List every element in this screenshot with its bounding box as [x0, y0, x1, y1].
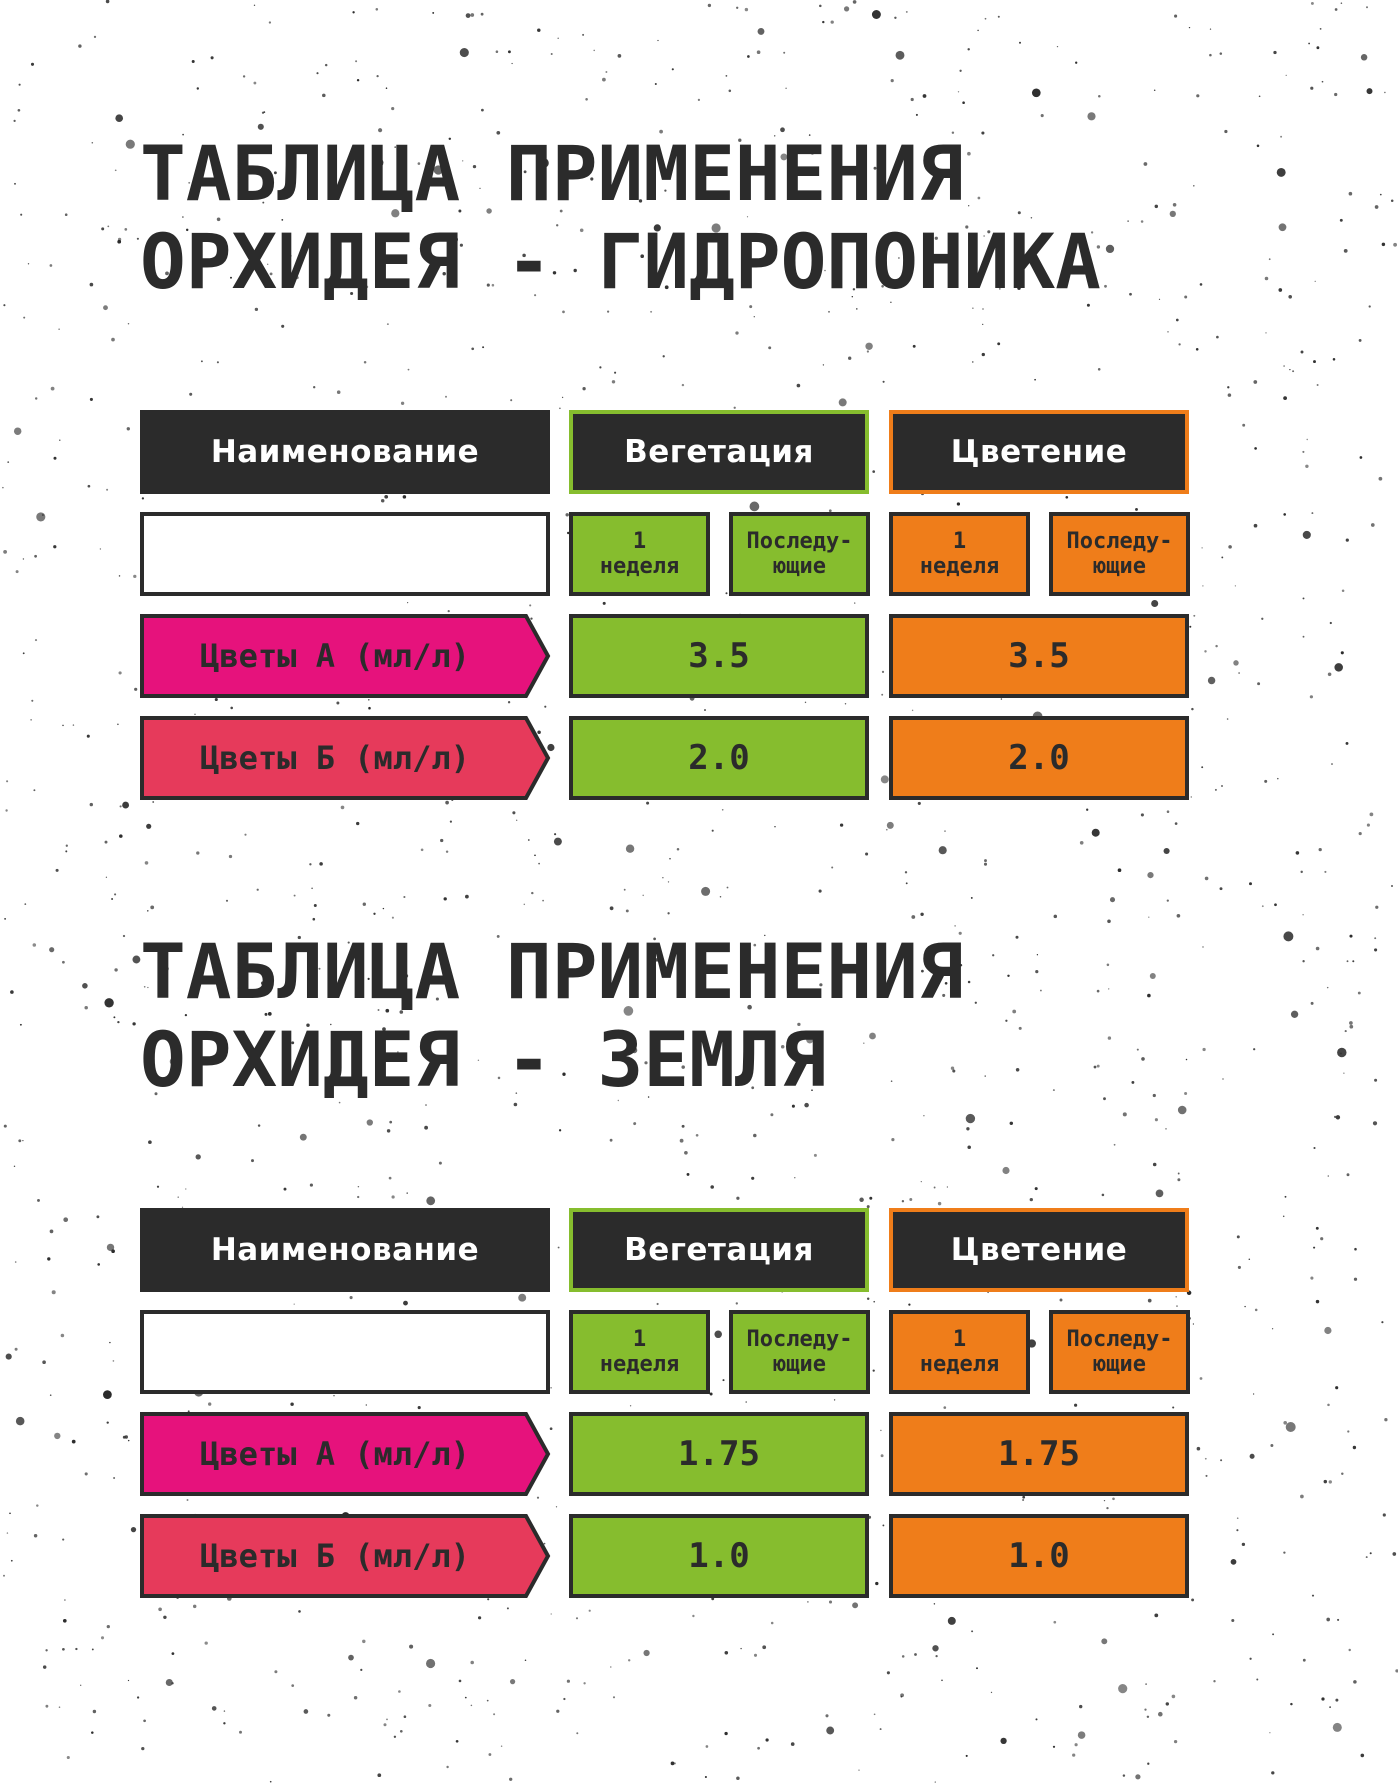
subheader-flow-following	[1049, 1310, 1190, 1394]
value-flow-flowers-b: 2.0	[889, 716, 1189, 800]
value-veg-flowers-b: 1.0	[569, 1514, 869, 1598]
application-table-soil	[140, 927, 1240, 1576]
row-label-flowers-a: Цветы А (мл/л)	[200, 1435, 470, 1473]
subheader-text: Последу- ющие	[1066, 1327, 1173, 1377]
subheader-flow-week1	[889, 512, 1030, 596]
subheader-text: 1 неделя	[919, 1327, 1000, 1377]
section-title	[140, 928, 1240, 1104]
row-label-flowers-b: Цветы Б (мл/л)	[200, 739, 470, 777]
header-name: Наименование	[140, 1208, 550, 1292]
subheader-flow-week1	[889, 1310, 1030, 1394]
value-flow-flowers-a: 3.5	[889, 614, 1189, 698]
subheader-veg-following	[729, 512, 870, 596]
header-flowering: Цветение	[889, 410, 1189, 494]
blank-cell	[140, 1310, 550, 1394]
header-vegetation: Вегетация	[569, 410, 869, 494]
subheader-text: Последу- ющие	[746, 529, 853, 579]
value-veg-flowers-a: 1.75	[569, 1412, 869, 1496]
subheader-text: Последу- ющие	[1066, 529, 1173, 579]
subheader-text: 1 неделя	[919, 529, 1000, 579]
subheader-text: 1 неделя	[599, 529, 680, 579]
section-title	[140, 130, 1240, 306]
subheader-text: Последу- ющие	[746, 1327, 853, 1377]
application-table-hydroponics	[140, 129, 1240, 778]
value-veg-flowers-b: 2.0	[569, 716, 869, 800]
title-line-2: ОРХИДЕЯ - ЗЕМЛЯ	[140, 1015, 827, 1104]
value-veg-flowers-a: 3.5	[569, 614, 869, 698]
subheader-text: 1 неделя	[599, 1327, 680, 1377]
value-flow-flowers-b: 1.0	[889, 1514, 1189, 1598]
header-flowering: Цветение	[889, 1208, 1189, 1292]
subheader-flow-following	[1049, 512, 1190, 596]
subheader-veg-following	[729, 1310, 870, 1394]
title-line-2: ОРХИДЕЯ - ГИДРОПОНИКА	[140, 217, 1101, 306]
row-label-flowers-b: Цветы Б (мл/л)	[200, 1537, 470, 1575]
title-line-1: ТАБЛИЦА ПРИМЕНЕНИЯ	[140, 129, 964, 218]
row-label-flowers-a: Цветы А (мл/л)	[200, 637, 470, 675]
header-vegetation: Вегетация	[569, 1208, 869, 1292]
blank-cell	[140, 512, 550, 596]
subheader-veg-week1	[569, 512, 710, 596]
title-line-1: ТАБЛИЦА ПРИМЕНЕНИЯ	[140, 927, 964, 1016]
subheader-veg-week1	[569, 1310, 710, 1394]
value-flow-flowers-a: 1.75	[889, 1412, 1189, 1496]
header-name: Наименование	[140, 410, 550, 494]
